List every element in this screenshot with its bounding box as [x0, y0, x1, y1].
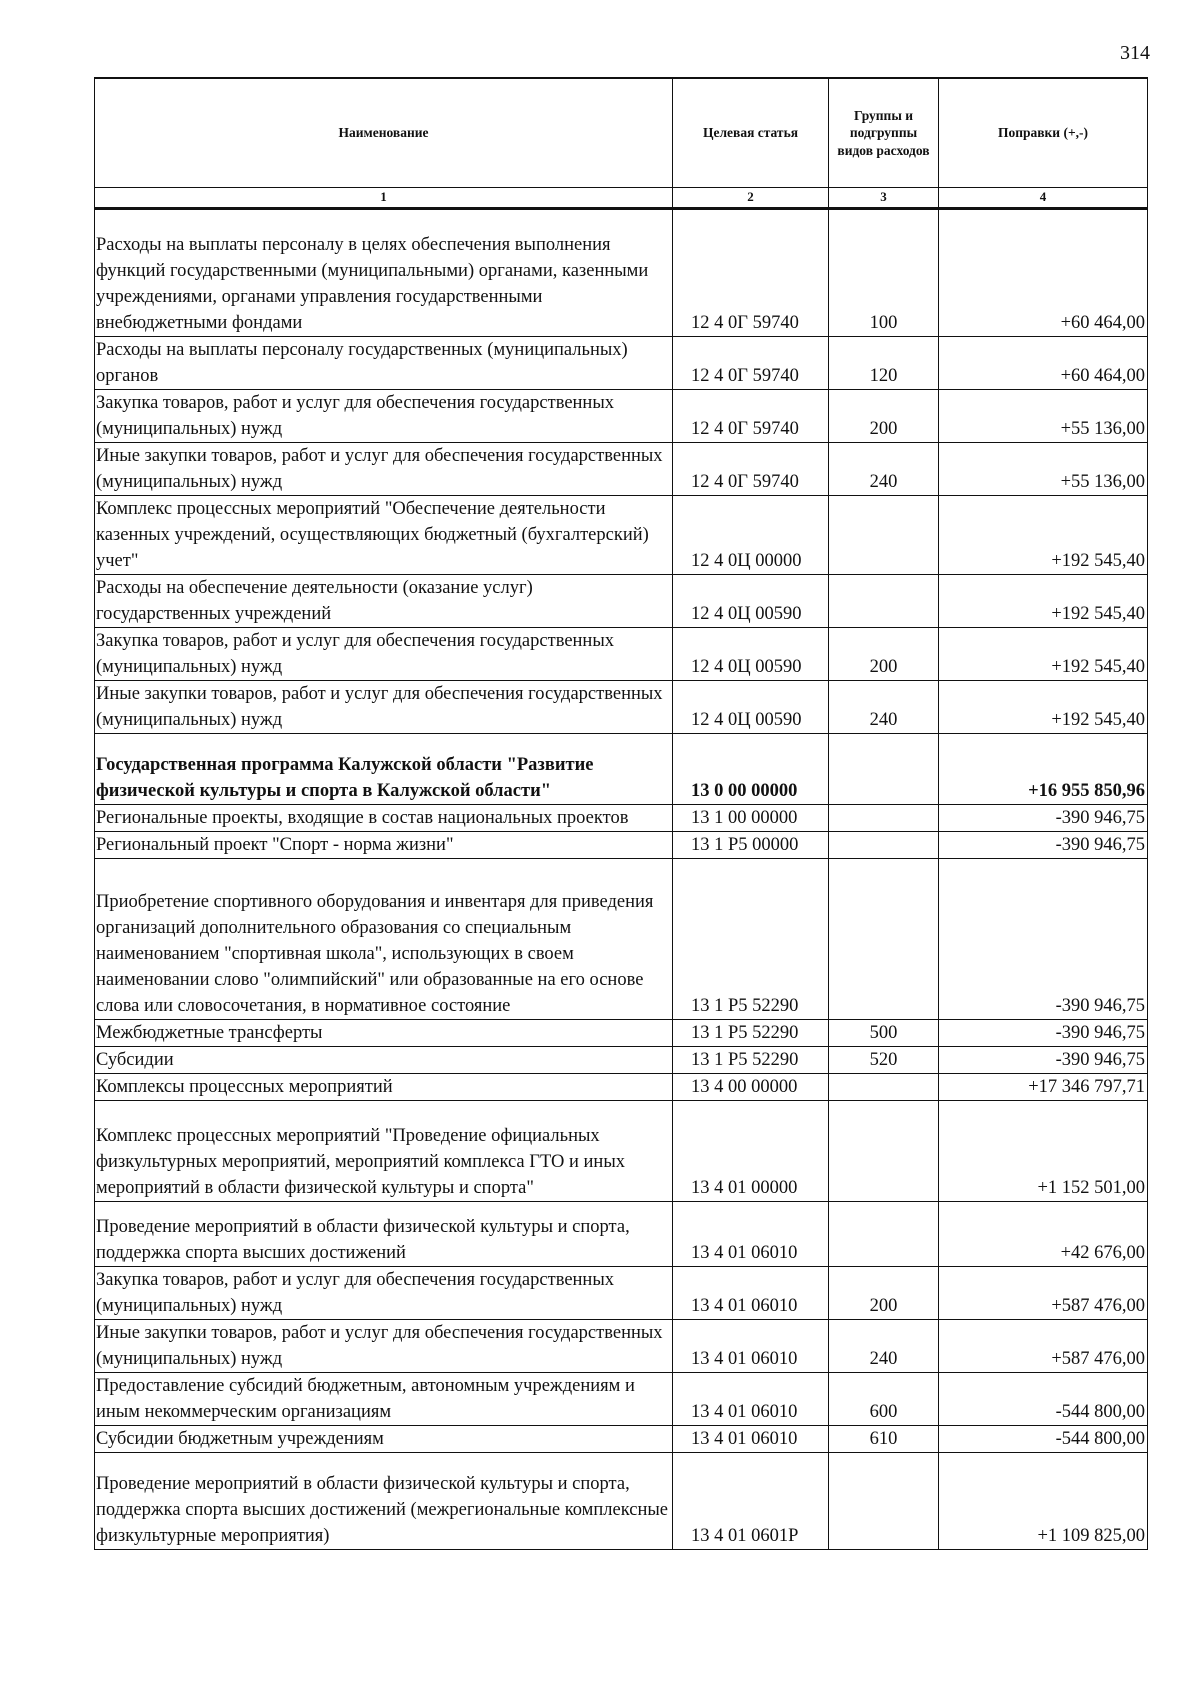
- row-code: 13 0 00 00000: [673, 734, 829, 805]
- row-amount: -390 946,75: [939, 805, 1148, 832]
- row-name: Расходы на выплаты персоналу в целях обеспечения выполнения функций государственными (муниципальными) органами, казенными учреждениями, органами управления государственными внебюджетными фондами: [95, 209, 673, 337]
- table-row: [95, 1320, 1148, 1373]
- table-row: [95, 628, 1148, 681]
- row-code: 12 4 0Ц 00590: [673, 681, 829, 734]
- row-name: Закупка товаров, работ и услуг для обеспечения государственных (муниципальных) нужд: [95, 1267, 673, 1320]
- row-name: Закупка товаров, работ и услуг для обеспечения государственных (муниципальных) нужд: [95, 628, 673, 681]
- row-amount: -544 800,00: [939, 1426, 1148, 1453]
- table-row: [95, 1020, 1148, 1047]
- row-code: 13 4 01 06010: [673, 1373, 829, 1426]
- row-group: 120: [829, 337, 939, 390]
- row-code: 12 4 0Г 59740: [673, 390, 829, 443]
- row-code: 13 4 00 00000: [673, 1074, 829, 1101]
- row-group: 200: [829, 628, 939, 681]
- table-row: [95, 1267, 1148, 1320]
- row-amount: +587 476,00: [939, 1320, 1148, 1373]
- header-expense-group: Группы и подгруппы видов расходов: [829, 78, 939, 188]
- row-amount: -544 800,00: [939, 1373, 1148, 1426]
- table-row: [95, 496, 1148, 575]
- row-amount: +192 545,40: [939, 681, 1148, 734]
- row-amount: +587 476,00: [939, 1267, 1148, 1320]
- row-code: 12 4 0Г 59740: [673, 209, 829, 337]
- table-row: [95, 337, 1148, 390]
- table-row: [95, 832, 1148, 859]
- row-code: 13 4 01 06010: [673, 1267, 829, 1320]
- row-amount: +17 346 797,71: [939, 1074, 1148, 1101]
- row-code: 13 4 01 06010: [673, 1426, 829, 1453]
- table-row: [95, 390, 1148, 443]
- column-number: 2: [673, 188, 829, 209]
- row-group: 100: [829, 209, 939, 337]
- row-code: 12 4 0Ц 00590: [673, 575, 829, 628]
- row-group: 600: [829, 1373, 939, 1426]
- row-group: 240: [829, 1320, 939, 1373]
- table-row: [95, 209, 1148, 337]
- row-name: Расходы на выплаты персоналу государственных (муниципальных) органов: [95, 337, 673, 390]
- row-name: Предоставление субсидий бюджетным, автономным учреждениям и иным некоммерческим организациям: [95, 1373, 673, 1426]
- row-group: 200: [829, 1267, 939, 1320]
- row-name: Комплексы процессных мероприятий: [95, 1074, 673, 1101]
- row-amount: +55 136,00: [939, 390, 1148, 443]
- row-name: Закупка товаров, работ и услуг для обеспечения государственных (муниципальных) нужд: [95, 390, 673, 443]
- row-code: 13 4 01 06010: [673, 1202, 829, 1267]
- budget-amendments-table: [94, 77, 1148, 1550]
- row-code: 12 4 0Г 59740: [673, 337, 829, 390]
- table-row: [95, 1101, 1148, 1202]
- row-group: [829, 1202, 939, 1267]
- row-group: 610: [829, 1426, 939, 1453]
- row-group: 240: [829, 443, 939, 496]
- table-row: [95, 575, 1148, 628]
- row-amount: -390 946,75: [939, 1020, 1148, 1047]
- row-amount: -390 946,75: [939, 832, 1148, 859]
- row-code: 13 4 01 00000: [673, 1101, 829, 1202]
- row-code: 12 4 0Г 59740: [673, 443, 829, 496]
- row-name: Комплекс процессных мероприятий "Проведение официальных физкультурных мероприятий, мероприятий комплекса ГТО и иных мероприятий в области физической культуры и спорта": [95, 1101, 673, 1202]
- row-group: 500: [829, 1020, 939, 1047]
- row-group: 240: [829, 681, 939, 734]
- row-group: [829, 575, 939, 628]
- row-name: Расходы на обеспечение деятельности (оказание услуг) государственных учреждений: [95, 575, 673, 628]
- row-group: 200: [829, 390, 939, 443]
- header-amendments: Поправки (+,-): [939, 78, 1148, 188]
- row-code: 13 1 Р5 52290: [673, 859, 829, 1020]
- row-group: [829, 805, 939, 832]
- row-name: Иные закупки товаров, работ и услуг для обеспечения государственных (муниципальных) нужд: [95, 443, 673, 496]
- column-number: 1: [95, 188, 673, 209]
- row-amount: +60 464,00: [939, 209, 1148, 337]
- page-number: 314: [1120, 42, 1150, 64]
- table-row: [95, 805, 1148, 832]
- row-code: 13 4 01 0601Р: [673, 1453, 829, 1550]
- row-group: [829, 859, 939, 1020]
- row-amount: +1 109 825,00: [939, 1453, 1148, 1550]
- table-row: [95, 1453, 1148, 1550]
- row-amount: +60 464,00: [939, 337, 1148, 390]
- row-name: Иные закупки товаров, работ и услуг для обеспечения государственных (муниципальных) нужд: [95, 1320, 673, 1373]
- row-amount: +192 545,40: [939, 628, 1148, 681]
- table-row-program: [95, 734, 1148, 805]
- row-amount: +192 545,40: [939, 575, 1148, 628]
- row-name: Проведение мероприятий в области физической культуры и спорта, поддержка спорта высших достижений: [95, 1202, 673, 1267]
- row-group: 520: [829, 1047, 939, 1074]
- row-name: Комплекс процессных мероприятий "Обеспечение деятельности казенных учреждений, осуществляющих бюджетный (бухгалтерский) учет": [95, 496, 673, 575]
- row-name: Межбюджетные трансферты: [95, 1020, 673, 1047]
- header-name: Наименование: [95, 78, 673, 188]
- row-code: 13 4 01 06010: [673, 1320, 829, 1373]
- row-name: Субсидии бюджетным учреждениям: [95, 1426, 673, 1453]
- table-row: [95, 859, 1148, 1020]
- row-amount: +16 955 850,96: [939, 734, 1148, 805]
- row-group: [829, 832, 939, 859]
- row-amount: +42 676,00: [939, 1202, 1148, 1267]
- row-name: Субсидии: [95, 1047, 673, 1074]
- row-group: [829, 496, 939, 575]
- table-row: [95, 1202, 1148, 1267]
- row-name: Иные закупки товаров, работ и услуг для обеспечения государственных (муниципальных) нужд: [95, 681, 673, 734]
- row-name: Приобретение спортивного оборудования и инвентаря для приведения организаций дополнительного образования со специальным наименованием "спортивная школа", использующих в своем наименовании слово "олимпийский" или образованные на его основе слова или словосочетания, в нормативное состояние: [95, 859, 673, 1020]
- column-number: 3: [829, 188, 939, 209]
- row-amount: +192 545,40: [939, 496, 1148, 575]
- row-amount: +1 152 501,00: [939, 1101, 1148, 1202]
- table-row: [95, 1074, 1148, 1101]
- row-amount: -390 946,75: [939, 1047, 1148, 1074]
- row-code: 13 1 Р5 00000: [673, 832, 829, 859]
- table-row: [95, 1373, 1148, 1426]
- row-name: Государственная программа Калужской области "Развитие физической культуры и спорта в Калужской области": [95, 734, 673, 805]
- row-code: 13 1 00 00000: [673, 805, 829, 832]
- row-name: Региональные проекты, входящие в состав национальных проектов: [95, 805, 673, 832]
- row-name: Проведение мероприятий в области физической культуры и спорта, поддержка спорта высших достижений (межрегиональные комплексные физкультурные мероприятия): [95, 1453, 673, 1550]
- row-code: 13 1 Р5 52290: [673, 1047, 829, 1074]
- column-number: 4: [939, 188, 1148, 209]
- header-target-article: Целевая статья: [673, 78, 829, 188]
- table-row: [95, 1426, 1148, 1453]
- table-row: [95, 1047, 1148, 1074]
- table-row: [95, 443, 1148, 496]
- row-amount: -390 946,75: [939, 859, 1148, 1020]
- row-group: [829, 1074, 939, 1101]
- row-group: [829, 1101, 939, 1202]
- row-code: 12 4 0Ц 00590: [673, 628, 829, 681]
- row-code: 13 1 Р5 52290: [673, 1020, 829, 1047]
- row-group: [829, 1453, 939, 1550]
- row-group: [829, 734, 939, 805]
- row-code: 12 4 0Ц 00000: [673, 496, 829, 575]
- table-row: [95, 681, 1148, 734]
- row-amount: +55 136,00: [939, 443, 1148, 496]
- row-name: Региональный проект "Спорт - норма жизни": [95, 832, 673, 859]
